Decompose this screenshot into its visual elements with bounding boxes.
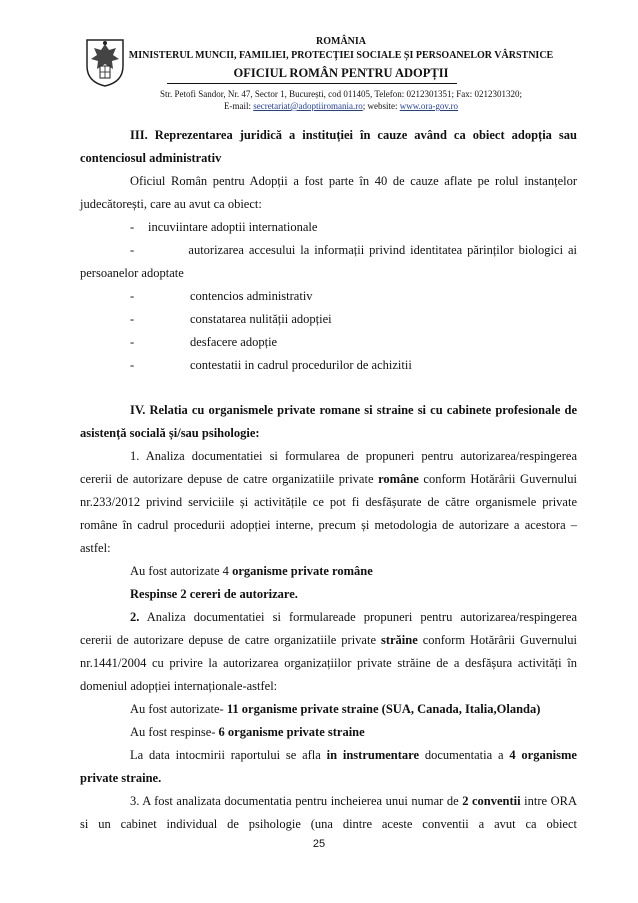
header-country: ROMÂNIA	[316, 36, 366, 47]
header-contact	[22, 101, 638, 111]
list-item: - contencios administrativ	[130, 289, 313, 303]
website-label: ; website:	[362, 101, 400, 111]
section-3-intro: Oficiul Român pentru Adopții a fost parte în 40 de cauze aflate pe rolul instanțelor judecătorești, care au avut ca obiect:	[80, 174, 577, 211]
email-link[interactable]: secretariat@adoptiiromania.ro	[253, 101, 363, 111]
header-office: OFICIUL ROMÂN PENTRU ADOPȚII	[233, 66, 449, 80]
list-item: - desfacere adopție	[130, 335, 278, 349]
authorized-foreign: Au fost autorizate- 11 organisme private straine (SUA, Canada, Italia,Olanda)	[130, 702, 541, 716]
list-item: - constatarea nulității adopției	[130, 312, 332, 326]
header-address: Str. Petofi Sandor, Nr. 47, Sector 1, București, cod 011405, Telefon: 0212301351; Fax: 0212301320;	[160, 89, 522, 99]
rejected-foreign: Au fost respinse- 6 organisme private straine	[130, 725, 365, 739]
section-4-paragraph-3: 3. A fost analizata documentatia pentru incheierea unui numar de 2 conventii intre ORA si un cabinet individual de psihologie (una dintre aceste conventii a avut ca obiect	[80, 794, 577, 831]
authorized-romanian: Au fost autorizate 4 organisme private române	[130, 564, 373, 578]
document-body	[80, 124, 577, 836]
header-ministry: MINISTERUL MUNCII, FAMILIEI, PROTECȚIEI SOCIALE ȘI PERSOANELOR VÂRSTNICE	[128, 50, 554, 61]
list-item: - incuviintare adoptii internationale	[130, 220, 318, 234]
rejected-romanian: Respinse 2 cereri de autorizare.	[130, 587, 298, 601]
pending-foreign: La data intocmirii raportului se afla in instrumentare documentatia a 4 organisme private straine.	[80, 748, 577, 785]
list-item: - autorizarea accesului la informații privind identitatea părinților biologici ai persoanelor adoptate	[80, 243, 577, 280]
page-number: 25	[312, 838, 326, 850]
website-link[interactable]: www.ora-gov.ro	[399, 101, 459, 111]
section-4-heading: IV. Relatia cu organismele private romane si straine si cu cabinete profesionale de asistență socială și/sau psihologie:	[80, 403, 577, 440]
section-3-heading: III. Reprezentarea juridică a instituției în cauze având ca obiect adopția sau contenciosul administrativ	[80, 128, 577, 165]
email-label: E-mail:	[223, 101, 254, 111]
section-4-paragraph-2: 2. Analiza documentatiei si formulareade propuneri pentru autorizarea/respingerea cererii de autorizare depuse de catre organizatiile private străine conform Hotărârii Guvernului nr.1441/2004 cu privire la autorizarea organizațiilor private străine de a desfășura activități în domeniul adopției internaționale-astfel:	[80, 610, 577, 693]
section-4-paragraph-1: 1. Analiza documentatiei si formularea de propuneri pentru autorizarea/respingerea cererii de autorizare depuse de catre organizatiile private române conform Hotărârii Guvernului nr.233/2012 privind serviciile și activitățile ce pot fi desfășurate de către organismele private române în cadrul procedurii adopției interne, precum și metodologia de autorizare a acestora – astfel:	[80, 449, 577, 555]
header-divider	[167, 83, 457, 84]
list-item: - contestatii in cadrul procedurilor de achizitii	[130, 358, 412, 372]
